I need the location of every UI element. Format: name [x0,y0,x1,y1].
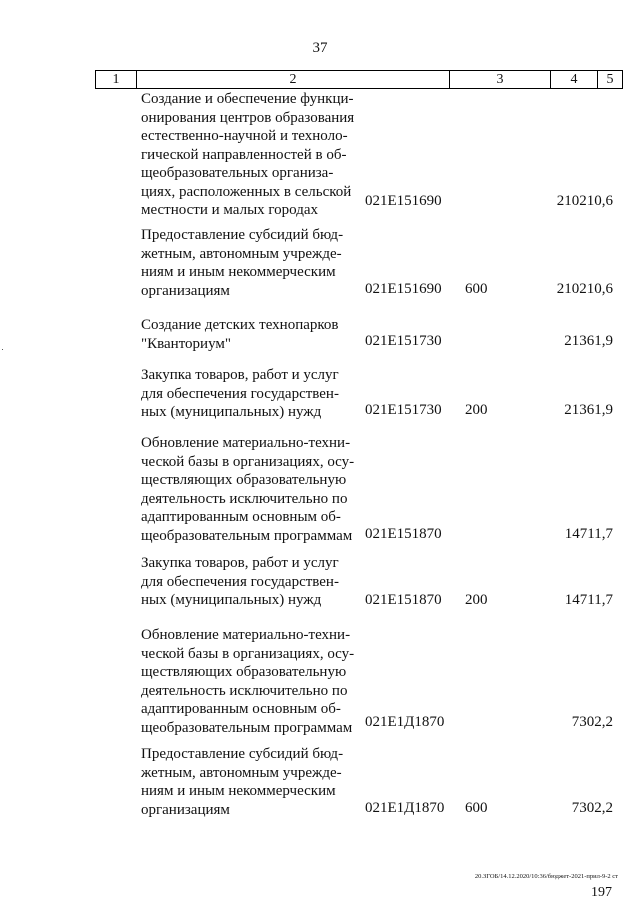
header-col-1: 1 [96,71,137,88]
row-amount: 210210,6 [556,193,613,209]
row-code: 021Е1Д1870 [365,714,445,730]
row-amount: 7302,2 [571,800,613,816]
row-amount: 14711,7 [564,526,613,542]
row-amount: 14711,7 [564,592,613,608]
footer-reference: 20.ЗГОБ/14.12.2020/10:36/бюджет-2021-прил-9-2 ст [474,873,618,880]
header-col-5: 5 [606,72,614,87]
row-description: Обновление материально-техни- ческой базы в организациях, осу- ществляющих образовательную деятельность исключительно по адаптированным основным об- щеобразовательным программам [141,627,355,736]
table-header [95,70,623,89]
row-description: Закупка товаров, работ и услуг для обеспечения государствен- ных (муниципальных) нужд [141,555,339,608]
row-description: Обновление материально-техни- ческой базы в организациях, осу- ществляющих образовательную деятельность исключительно по адаптированным основным об- щеобразовательным программам [141,435,355,544]
row-amount: 7302,2 [571,714,613,730]
row-code: 021Е151870 [365,592,442,608]
row-description: Предоставление субсидий бюд- жетным, автономным учрежде- ниям и иным некоммерческим организациям [141,227,344,299]
row-code: 021Е151730 [365,333,442,349]
row-amount: 21361,9 [564,402,613,418]
row-description: Закупка товаров, работ и услуг для обеспечения государствен- ных (муниципальных) нужд [141,367,339,420]
margin-mark [2,349,3,350]
page-number: 37 [312,40,328,56]
row-description: Предоставление субсидий бюд- жетным, автономным учрежде- ниям и иным некоммерческим организациям [141,746,344,818]
header-col-2: 2 [137,71,450,88]
row-amount: 210210,6 [556,281,613,297]
row-code: 021Е151730 [365,402,442,418]
row-description: Создание детских технопарков "Кванториум" [141,317,339,352]
row-expense-type: 200 [465,402,488,418]
row-expense-type: 200 [465,592,488,608]
header-col-3: 3 [450,71,551,88]
row-expense-type: 600 [465,281,488,297]
row-code: 021Е151690 [365,281,442,297]
row-amount: 21361,9 [564,333,613,349]
row-code: 021Е151870 [365,526,442,542]
sheet-number: 197 [591,885,612,900]
row-code: 021Е151690 [365,193,442,209]
row-expense-type: 600 [465,800,488,816]
row-code: 021Е1Д1870 [365,800,445,816]
row-description: Создание и обеспечение функци- онирования центров образования естественно-научной и техноло- гической направленностей в об- щеобразовательных организа- циях, расположенных в сельской местности и малых городах [141,91,355,218]
header-col-4: 4 [551,71,598,88]
